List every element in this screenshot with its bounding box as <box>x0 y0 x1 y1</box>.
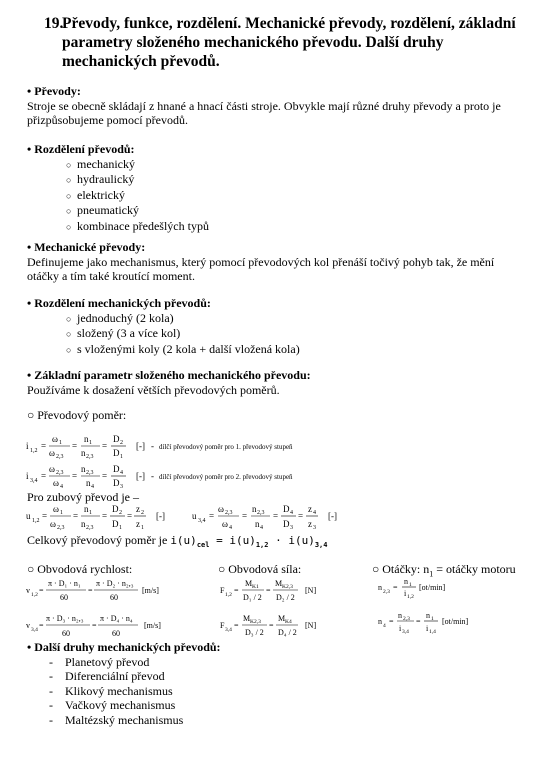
svg-text:n: n <box>252 504 257 514</box>
svg-text:1,2: 1,2 <box>30 448 38 454</box>
svg-text:[-]: [-] <box>136 441 145 451</box>
svg-text:[m/s]: [m/s] <box>144 621 161 630</box>
list-item: ○ složený (3 a více kol) <box>66 326 527 342</box>
svg-text:=: = <box>298 511 304 521</box>
svg-text:1: 1 <box>119 525 122 531</box>
paragraph-line: Definujeme jako mechanismus, který pomocí převodových kol přenáší točivý pohyb tak, že mění <box>27 254 495 269</box>
svg-text:F: F <box>220 621 225 630</box>
svg-text:n: n <box>84 434 89 444</box>
svg-text:4: 4 <box>91 484 94 490</box>
svg-text:3: 3 <box>290 525 293 531</box>
svg-text:4: 4 <box>383 623 386 629</box>
svg-text:-: - <box>151 471 154 481</box>
svg-text:2: 2 <box>119 510 122 516</box>
svg-text:M: M <box>278 614 286 623</box>
list-item: ○ elektrický <box>66 188 527 204</box>
section-heading: • Mechanické převody: <box>27 240 146 254</box>
svg-text:=: = <box>73 511 79 521</box>
svg-text:60: 60 <box>60 593 68 602</box>
svg-text:ω: ω <box>53 478 59 488</box>
svg-text:2: 2 <box>120 440 123 446</box>
section-heading: • Základní parametr složeného mechanického převodu: <box>27 368 311 382</box>
svg-text:2,3: 2,3 <box>257 510 265 516</box>
svg-text:2,3: 2,3 <box>225 510 233 516</box>
svg-text:z: z <box>308 504 312 514</box>
svg-text:n: n <box>81 464 86 474</box>
label-zubovy: Pro zubový převod je – <box>27 490 139 504</box>
svg-text:=: = <box>41 471 47 481</box>
svg-text:=: = <box>102 511 108 521</box>
svg-text:2,3: 2,3 <box>86 470 94 476</box>
list-item: ○ s vloženými koly (2 kola + další vložená kola) <box>66 342 527 358</box>
svg-text:[ot/min]: [ot/min] <box>442 617 469 626</box>
svg-text:n: n <box>378 617 382 626</box>
list-item: - Planetový převod <box>49 654 150 669</box>
paragraph-line: Používáme k dosažení větších převodových poměrů. <box>27 382 280 397</box>
svg-text:π · D₂ · n₂,₃: π · D₂ · n₂,₃ <box>96 579 134 588</box>
svg-text:D₂ / 2: D₂ / 2 <box>276 593 295 602</box>
svg-text:u: u <box>192 511 197 521</box>
svg-text:=: = <box>39 586 44 595</box>
svg-text:1: 1 <box>60 510 63 516</box>
svg-text:=: = <box>209 511 215 521</box>
svg-text:2: 2 <box>141 510 144 516</box>
svg-text:=: = <box>42 511 48 521</box>
svg-text:1: 1 <box>409 582 412 588</box>
label-otacky: ○ Otáčky: $n_1$ = otáčky motoru <box>372 562 516 579</box>
svg-text:u: u <box>26 511 31 521</box>
label-obvodova-sila: ○ Obvodová síla: <box>218 562 302 576</box>
svg-text:v: v <box>26 621 30 630</box>
svg-text:=: = <box>127 511 133 521</box>
svg-text:D: D <box>112 504 119 514</box>
svg-text:π · D₄ · n₄: π · D₄ · n₄ <box>100 614 133 623</box>
list-item: - Diferenciální převod <box>49 669 165 683</box>
svg-text:D: D <box>283 519 290 529</box>
svg-text:=: = <box>39 621 44 630</box>
svg-text:D: D <box>113 434 120 444</box>
section-dalsi <box>27 640 527 727</box>
bullet-list <box>27 157 527 235</box>
svg-text:60: 60 <box>110 593 118 602</box>
list-item: ○ kombinace předešlých typů <box>66 219 527 235</box>
svg-text:=: = <box>393 583 398 592</box>
gear-ratio-formulas <box>24 502 524 532</box>
celkovy-formula: $i(u)_{cel} = i(u)_{1,2} \cdot i(u)_{3,4}$ <box>170 534 328 550</box>
section-heading: • Rozdělení převodů: <box>27 142 135 156</box>
svg-text:1: 1 <box>431 616 434 622</box>
svg-text:i: i <box>26 471 29 481</box>
svg-text:3: 3 <box>120 484 123 490</box>
svg-text:1: 1 <box>141 525 144 531</box>
svg-text:M: M <box>243 614 251 623</box>
svg-text:=: = <box>234 621 239 630</box>
svg-text:=: = <box>416 617 421 626</box>
svg-text:ω: ω <box>218 504 224 514</box>
section-rozdeleni <box>27 142 527 234</box>
svg-text:=: = <box>242 511 248 521</box>
svg-text:2,3: 2,3 <box>57 525 65 531</box>
svg-text:2,3: 2,3 <box>56 454 64 460</box>
svg-text:4: 4 <box>229 525 232 531</box>
svg-text:2,3: 2,3 <box>403 616 410 622</box>
svg-text:=: = <box>269 621 274 630</box>
svg-text:n: n <box>426 611 430 620</box>
svg-text:i: i <box>399 624 402 633</box>
section-prevody <box>27 84 527 128</box>
svg-text:D₃ / 2: D₃ / 2 <box>245 628 264 637</box>
svg-text:3,4: 3,4 <box>198 518 206 524</box>
svg-text:z: z <box>308 519 312 529</box>
svg-text:=: = <box>72 441 78 451</box>
svg-text:n: n <box>86 478 91 488</box>
svg-text:K2,3: K2,3 <box>282 584 293 590</box>
section-heading: • Převody: <box>27 84 81 98</box>
svg-text:4: 4 <box>260 525 263 531</box>
svg-text:=: = <box>234 586 239 595</box>
label-obvodova-rychlost: ○ Obvodová rychlost: <box>27 562 133 576</box>
ratio-formulas <box>24 432 524 494</box>
section-zakladni <box>27 368 527 397</box>
svg-text:D: D <box>283 504 290 514</box>
svg-text:n: n <box>404 577 408 586</box>
svg-text:=: = <box>389 617 394 626</box>
svg-text:D: D <box>113 448 120 458</box>
svg-text:[-]: [-] <box>136 471 145 481</box>
svg-text:4: 4 <box>120 470 123 476</box>
svg-text:ω: ω <box>49 448 55 458</box>
svg-text:ω: ω <box>50 519 56 529</box>
svg-text:60: 60 <box>112 629 120 638</box>
svg-text:[N]: [N] <box>305 621 317 630</box>
svg-text:i: i <box>26 441 29 451</box>
svg-text:3,4: 3,4 <box>31 627 38 633</box>
svg-text:[N]: [N] <box>305 586 317 595</box>
svg-text:=: = <box>102 471 108 481</box>
svg-text:3: 3 <box>313 525 316 531</box>
svg-text:[-]: [-] <box>156 511 165 521</box>
svg-text:2,3: 2,3 <box>86 454 94 460</box>
svg-text:=: = <box>273 511 279 521</box>
svg-text:1: 1 <box>89 510 92 516</box>
list-item: ○ pneumatický <box>66 203 527 219</box>
list-item: ○ mechanický <box>66 157 527 173</box>
svg-text:π · D₃ · n₂,₃: π · D₃ · n₂,₃ <box>46 614 84 623</box>
bullet-list <box>27 311 527 358</box>
svg-text:=: = <box>266 586 271 595</box>
svg-text:=: = <box>88 586 93 595</box>
svg-text:3,4: 3,4 <box>30 478 38 484</box>
label-prevodovy-pomer: ○ Převodový poměr: <box>27 408 127 422</box>
list-item: - Klikový mechanismus <box>49 683 173 698</box>
svg-text:n: n <box>378 583 382 592</box>
svg-text:i: i <box>426 624 429 633</box>
svg-text:=: = <box>41 441 47 451</box>
svg-text:1,2: 1,2 <box>31 592 38 598</box>
rpm-formulas <box>376 576 526 648</box>
svg-text:[-]: [-] <box>328 511 337 521</box>
svg-text:3,4: 3,4 <box>402 629 409 635</box>
svg-text:60: 60 <box>62 629 70 638</box>
title-text: Převody, funkce, rozdělení. Mechanické převody, rozdělení, základní parametry složeného mechanického převodu. Další druhy mechanických převodů. <box>62 15 516 70</box>
svg-text:1,2: 1,2 <box>225 592 232 598</box>
svg-text:π · D₁ · n₁: π · D₁ · n₁ <box>48 579 81 588</box>
section-rozdeleni-mech <box>27 296 527 357</box>
svg-text:=: = <box>102 441 108 451</box>
paragraph-line: přizpůsobujeme pomocí převodů. <box>27 113 188 127</box>
svg-text:z: z <box>136 504 140 514</box>
svg-text:1,2: 1,2 <box>32 518 40 524</box>
list-item: ○ jednoduchý (2 kola) <box>66 311 527 327</box>
svg-text:v: v <box>26 586 30 595</box>
svg-text:-: - <box>151 441 154 451</box>
svg-text:ω: ω <box>49 464 55 474</box>
svg-text:4: 4 <box>290 510 293 516</box>
formula-note: dílčí převodový poměr pro 1. převodový stupeň <box>159 443 293 451</box>
svg-text:K1: K1 <box>252 584 259 590</box>
svg-text:n: n <box>84 504 89 514</box>
svg-text:K2,3: K2,3 <box>250 619 261 625</box>
svg-text:K4: K4 <box>285 619 292 625</box>
force-formulas <box>218 576 368 648</box>
svg-text:1: 1 <box>59 440 62 446</box>
svg-text:M: M <box>245 579 253 588</box>
paragraph-line: otáčky a tím také kroutící moment. <box>27 269 195 283</box>
svg-text:n: n <box>81 519 86 529</box>
svg-text:ω: ω <box>52 434 58 444</box>
section-heading: • Další druhy mechanických převodů: <box>27 640 221 654</box>
section-heading: • Rozdělení mechanických převodů: <box>27 296 211 310</box>
svg-text:z: z <box>136 519 140 529</box>
svg-text:ω: ω <box>53 504 59 514</box>
title-number: 19. <box>44 15 64 32</box>
svg-text:M: M <box>275 579 283 588</box>
svg-text:2,3: 2,3 <box>383 589 390 595</box>
svg-text:D₄ / 2: D₄ / 2 <box>278 628 297 637</box>
svg-text:[m/s]: [m/s] <box>142 586 159 595</box>
page-title <box>44 14 532 71</box>
svg-text:ω: ω <box>222 519 228 529</box>
svg-text:n: n <box>398 611 402 620</box>
svg-text:4: 4 <box>313 510 316 516</box>
svg-text:D: D <box>113 464 120 474</box>
celkovy-pomer-line <box>27 533 527 553</box>
list-item: ○ hydraulický <box>66 172 527 188</box>
svg-text:n: n <box>255 519 260 529</box>
svg-text:[ot/min]: [ot/min] <box>419 583 446 592</box>
svg-text:2,3: 2,3 <box>56 470 64 476</box>
section-mechanicke <box>27 240 527 284</box>
svg-text:1: 1 <box>89 440 92 446</box>
celkovy-label: Celkový převodový poměr je <box>27 533 168 547</box>
svg-text:1,2: 1,2 <box>407 594 414 600</box>
svg-text:=: = <box>92 621 97 630</box>
formula-note: dílčí převodový poměr pro 2. převodový stupeň <box>159 473 293 481</box>
svg-text:D: D <box>112 519 119 529</box>
list-item: - Vačkový mechanismus <box>49 698 176 712</box>
svg-text:2,3: 2,3 <box>86 525 94 531</box>
svg-text:=: = <box>72 471 78 481</box>
svg-text:n: n <box>81 448 86 458</box>
svg-text:4: 4 <box>60 484 63 490</box>
dash-list <box>27 655 527 728</box>
svg-text:3,4: 3,4 <box>225 627 232 633</box>
svg-text:D: D <box>113 478 120 488</box>
svg-text:i: i <box>404 589 407 598</box>
paragraph-line: Stroje se obecně skládají z hnané a hnací části stroje. Obvykle mají různé druhy převody a proto je <box>27 98 501 113</box>
svg-text:1,4: 1,4 <box>429 629 436 635</box>
list-item: - Maltézský mechanismus <box>49 712 184 727</box>
svg-text:F: F <box>220 586 225 595</box>
svg-text:D₁ / 2: D₁ / 2 <box>243 593 262 602</box>
velocity-formulas <box>24 576 214 648</box>
svg-text:1: 1 <box>120 454 123 460</box>
